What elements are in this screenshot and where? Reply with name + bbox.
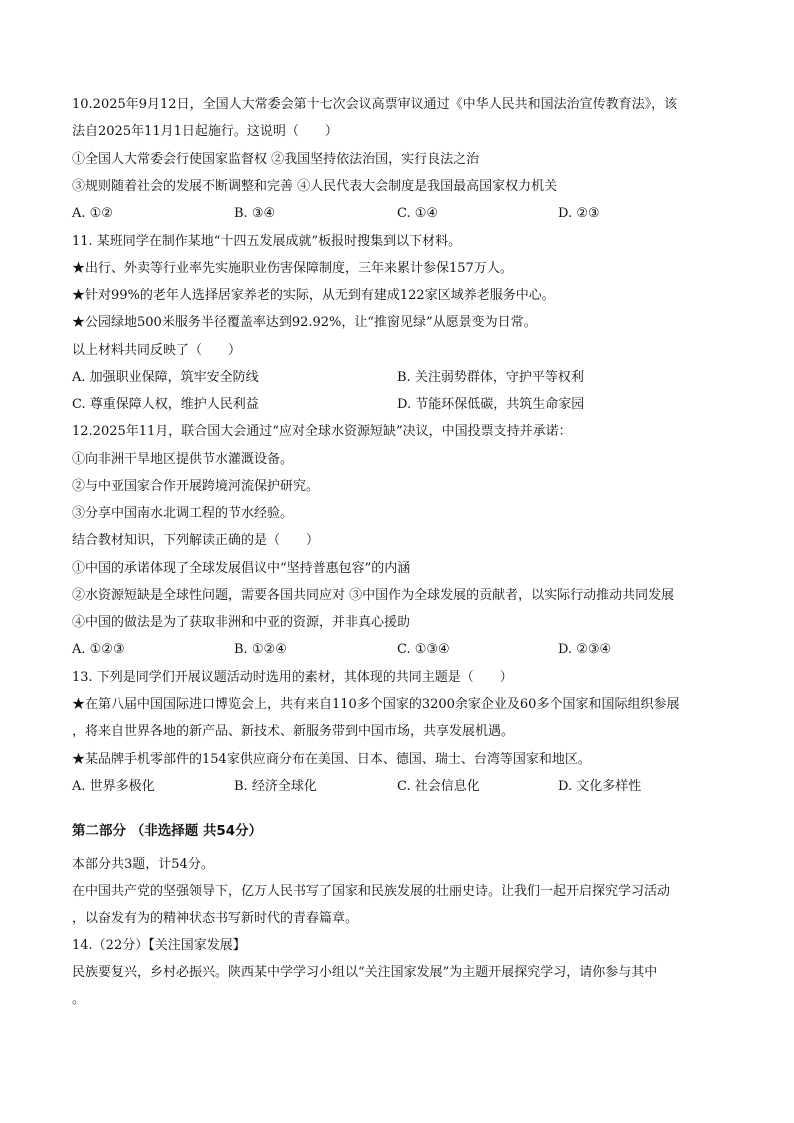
q12-stem: 12.2025年11月，联合国大会通过“应对全球水资源短缺”决议，中国投票支持并承诺： <box>72 424 572 439</box>
q10-option-d: D. ②③ <box>558 206 600 221</box>
q13-option-d: D. 文化多样性 <box>558 779 642 794</box>
q10-option-b: B. ③④ <box>234 206 276 221</box>
q12-option-d: D. ②③④ <box>558 642 612 657</box>
q14-line1: 民族要复兴，乡村必振兴。陕西某中学学习小组以“关注国家发展”为主题开展探究学习，请你参与其中 <box>72 965 658 980</box>
q12-question: 结合教材知识，下列解读正确的是（ ） <box>72 533 320 548</box>
part2-intro-line2: ，以奋发有为的精神状态书写新时代的青春篇章。 <box>72 911 359 926</box>
q10-stem-line1: 10.2025年9月12日，全国人大常委会第十七次会议高票审议通过《中华人民共和国法治宣传教育法》，该 <box>72 97 678 112</box>
q11-option-c: C. 尊重保障人权，维护人民利益 <box>72 397 259 412</box>
q12-statement-2: ②水资源短缺是全球性问题，需要各国共同应对 ③中国作为全球发展的贡献者，以实际行动推动共同发展 <box>72 588 675 603</box>
q11-material-3: ★公园绿地500米服务半径覆盖率达到92.92%，让“推窗见绿”从愿景变为日常。 <box>72 315 537 330</box>
q11-stem: 11. 某班同学在制作某地“十四五发展成就”板报时搜集到以下材料。 <box>72 234 462 249</box>
q12-material-2: ②与中亚国家合作开展跨境河流保护研究。 <box>72 479 320 494</box>
q11-option-a: A. 加强职业保障，筑牢安全防线 <box>72 370 259 385</box>
part2-note: 本部分共3题，计54分。 <box>72 857 214 872</box>
q12-option-a: A. ①②③ <box>72 642 125 657</box>
q13-material-2: ★某品牌手机零部件的154家供应商分布在美国、日本、德国、瑞士、台湾等国家和地区。 <box>72 752 591 767</box>
q13-option-a: A. 世界多极化 <box>72 779 155 794</box>
q10-option-c: C. ①④ <box>397 206 439 221</box>
q12-option-c: C. ①③④ <box>397 642 450 657</box>
q14-title: 14.（22分）【关注国家发展】 <box>72 938 246 953</box>
q13-stem: 13. 下列是同学们开展议题活动时选用的素材，其体现的共同主题是（ ） <box>72 670 513 685</box>
q11-material-2: ★针对99%的老年人选择居家养老的实际，从无到有建成122家区域养老服务中心。 <box>72 288 555 303</box>
part2-intro-line1: 在中国共产党的坚强领导下，亿万人民书写了国家和民族发展的壮丽史诗。让我们一起开启探究学习活动 <box>72 884 671 899</box>
q10-option-a: A. ①② <box>72 206 113 221</box>
q13-material-1-line1: ★在第八届中国国际进口博览会上，共有来自110多个国家的3200余家企业及60多个国家和国际组织参展 <box>72 697 680 712</box>
q12-material-1: ①向非洲干旱地区提供节水灌溉设备。 <box>72 452 294 467</box>
q13-option-b: B. 经济全球化 <box>234 779 317 794</box>
q11-option-b: B. 关注弱势群体，守护平等权利 <box>397 370 584 385</box>
q10-statement-2: ③规则随着社会的发展不断调整和完善 ④人民代表大会制度是我国最高国家权力机关 <box>72 179 558 194</box>
q11-option-d: D. 节能环保低碳，共筑生命家园 <box>397 397 585 412</box>
q10-statement-1: ①全国人大常委会行使国家监督权 ②我国坚持依法治国，实行良法之治 <box>72 152 480 167</box>
q14-line2: 。 <box>72 992 86 1007</box>
q12-material-3: ③分享中国南水北调工程的节水经验。 <box>72 506 294 521</box>
q10-stem-line2: 法自2025年11月1日起施行。这说明（ ） <box>72 124 338 139</box>
q13-option-c: C. 社会信息化 <box>397 779 480 794</box>
part2-heading: 第二部分 （非选择题 共54分） <box>72 823 263 839</box>
q11-material-1: ★出行、外卖等行业率先实施职业伤害保障制度，三年来累计参保157万人。 <box>72 261 513 276</box>
q12-statement-1: ①中国的承诺体现了全球发展倡议中“坚持普惠包容”的内涵 <box>72 561 411 576</box>
q11-question: 以上材料共同反映了（ ） <box>72 343 242 358</box>
q12-option-b: B. ①②④ <box>234 642 287 657</box>
q12-statement-3: ④中国的做法是为了获取非洲和中亚的资源，并非真心援助 <box>72 615 411 630</box>
q13-material-1-line2: ，将来自世界各地的新产品、新技术、新服务带到中国市场，共享发展机遇。 <box>72 724 515 739</box>
